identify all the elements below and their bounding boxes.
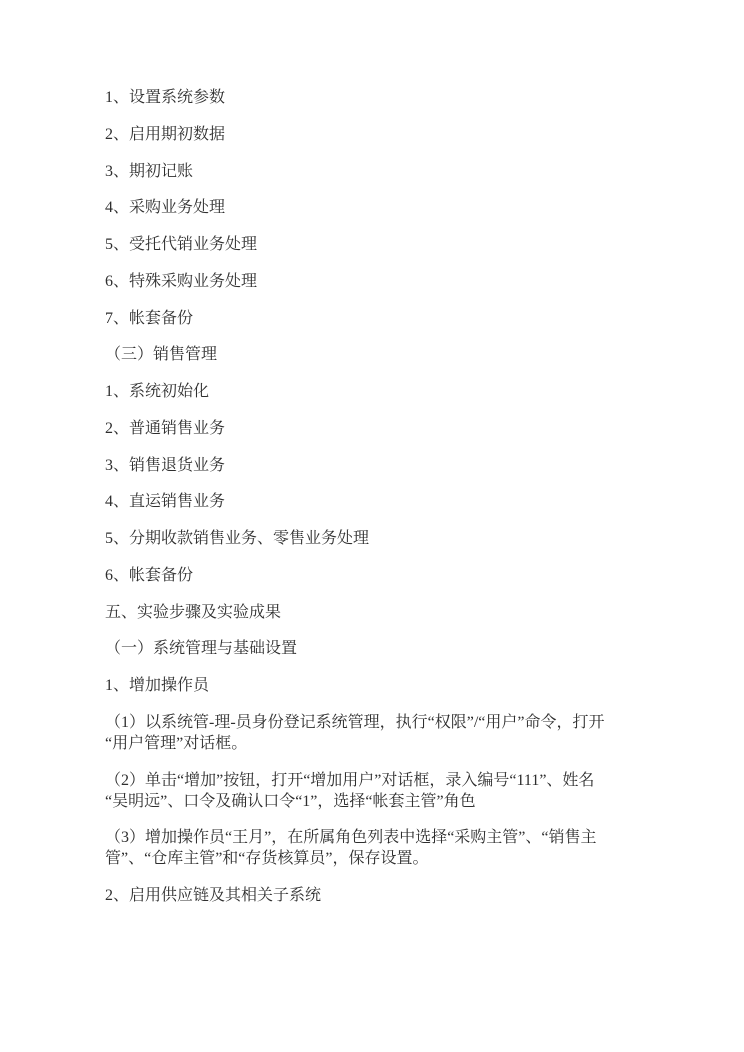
- text-line: （一）系统管理与基础设置: [105, 640, 298, 658]
- text-line: 2、启用供应链及其相关子系统: [105, 887, 322, 904]
- text-line: （3）增加操作员“王月”，在所属角色列表中选择“采购主管”、“销售主: [105, 829, 597, 847]
- text-line: 4、直运销售业务: [105, 493, 226, 511]
- chapter-heading-steps: [105, 602, 650, 623]
- text-line: 3、期初记账: [105, 162, 194, 180]
- list-item-purchase-3: [105, 161, 650, 182]
- list-item-sales-1: [105, 381, 650, 402]
- list-item-add-operator: [105, 675, 650, 696]
- text-line: 7、帐套备份: [105, 309, 194, 327]
- step-paragraph-2: [105, 770, 650, 812]
- list-item-purchase-5: [105, 234, 650, 255]
- text-line: “吴明远”、口令及确认口令“1”，选择“帐套主管”角色: [105, 792, 476, 810]
- list-item-sales-6: [105, 565, 650, 586]
- list-item-purchase-4: [105, 197, 650, 218]
- text-line: 5、分期收款销售业务、零售业务处理: [105, 530, 370, 547]
- list-item-sales-5: [105, 528, 650, 549]
- text-line: 4、采购业务处理: [105, 199, 226, 217]
- text-line: （2）单击“增加”按钮，打开“增加用户”对话框，录入编号“111”、姓名: [105, 771, 595, 789]
- section-heading-system-setup: [105, 638, 650, 659]
- text-line: “用户管理”对话框。: [105, 734, 248, 752]
- text-line: 1、增加操作员: [105, 677, 210, 694]
- section-heading-sales: [105, 344, 650, 365]
- step-paragraph-1: [105, 712, 650, 754]
- list-item-purchase-1: [105, 87, 650, 108]
- list-item-purchase-7: [105, 308, 650, 329]
- text-line: （1）以系统管-理-员身份登记系统管理，执行“权限”/“用户”命令，打开: [105, 713, 605, 731]
- list-item-purchase-2: [105, 124, 650, 145]
- list-item-purchase-6: [105, 271, 650, 292]
- text-line: 2、启用期初数据: [105, 125, 226, 143]
- step-paragraph-3: [105, 827, 650, 869]
- text-line: 2、普通销售业务: [105, 419, 226, 437]
- document-body: [105, 87, 650, 922]
- text-line: 1、系统初始化: [105, 383, 210, 400]
- text-line: 5、受托代销业务处理: [105, 236, 258, 253]
- list-item-sales-2: [105, 418, 650, 439]
- list-item-sales-3: [105, 455, 650, 476]
- text-line: 五、实验步骤及实验成果: [105, 603, 282, 621]
- text-line: 管”、“仓库主管”和“存货核算员”，保存设置。: [105, 850, 429, 868]
- list-item-sales-4: [105, 491, 650, 512]
- text-line: 6、帐套备份: [105, 566, 194, 584]
- text-line: 1、设置系统参数: [105, 89, 226, 106]
- text-line: 6、特殊采购业务处理: [105, 272, 258, 290]
- list-item-enable-supply-chain: [105, 885, 650, 906]
- text-line: 3、销售退货业务: [105, 456, 226, 474]
- text-line: （三）销售管理: [105, 346, 218, 364]
